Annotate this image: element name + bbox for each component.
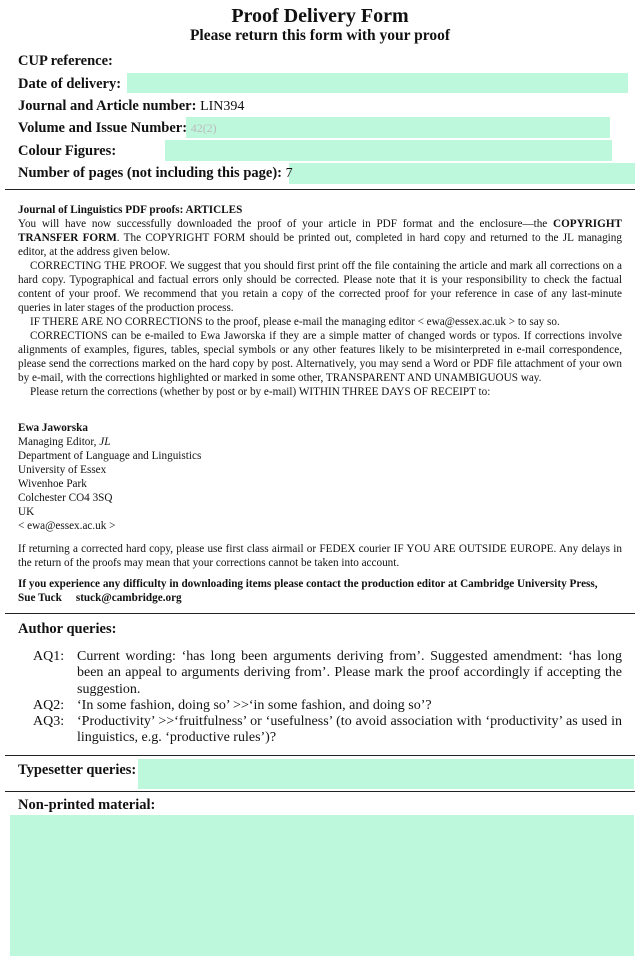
instructions-p3: IF THERE ARE NO CORRECTIONS to the proof, please e-mail the managing editor < ewa@essex.ac.uk > to say so. (30, 316, 560, 328)
volume-issue-label (18, 120, 217, 137)
non-printed-material-field[interactable] (10, 815, 634, 956)
difficulty-contact-name: Sue Tuck (18, 592, 62, 604)
instructions-block (18, 203, 622, 399)
number-of-pages-field[interactable] (289, 163, 635, 184)
instructions-p4: CORRECTIONS can be e-mailed to Ewa Jaworska if they are a simple matter of changed words or typos. If corrections involve alignments of examples, figures, tables, special symbols or any other features likely to be misinterpreted in e-mail correspondence, please send the corrections marked on the hard copy by post. Alternatively, you may send a Word or PDF file attachment of your own by e-mail, with the corrections highlighted or marked in some other, TRANSPARENT AND UNAMBIGUOUS way. (18, 330, 622, 384)
date-of-delivery-label: Date of delivery: (18, 76, 122, 92)
cup-reference-label: CUP reference: (18, 53, 113, 69)
author-query-id: AQ3: (33, 714, 65, 730)
p1-text-a: You will have now successfully downloaded the proof of your article in PDF format and the enclosure—the (18, 218, 553, 230)
date-of-delivery-field[interactable] (127, 73, 628, 93)
volume-issue-label-text: Volume and Issue Number: (18, 120, 188, 136)
difficulty-contact-email[interactable]: stuck@cambridge.org (75, 592, 182, 604)
author-query-item (33, 714, 622, 747)
volume-issue-value: 42(2) (190, 121, 217, 135)
address-line-4: Colchester CO4 3SQ (18, 492, 113, 504)
volume-issue-field[interactable] (186, 117, 610, 138)
p1-text-c: . The COPYRIGHT FORM should be printed out, completed in hard copy and returned to the JL managing editor, at the address given below. (18, 232, 622, 258)
author-query-id: AQ2: (33, 697, 65, 713)
address-name: Ewa Jaworska (18, 422, 88, 434)
colour-figures-field[interactable] (165, 140, 612, 161)
number-of-pages-label (18, 165, 293, 182)
journal-article-label (18, 98, 244, 115)
divider-3 (5, 755, 635, 756)
author-query-id: AQ1: (33, 649, 65, 664)
address-line-2: University of Essex (18, 464, 107, 476)
address-line-3: Wivenhoe Park (18, 478, 87, 490)
author-query-text: Current wording: ‘has long been arguments deriving from’. Suggested amendment: ‘has long been an appeal to arguments deriving from’. Please mark the proof accordingly if accepting the suggestion. (77, 649, 622, 697)
instructions-p5: Please return the corrections (whether by post or by e-mail) WITHIN THREE DAYS OF RECEIPT to: (30, 386, 491, 398)
number-of-pages-value: 7 (285, 166, 293, 181)
divider-1 (5, 189, 635, 190)
number-of-pages-label-text: Number of pages (not including this page): (18, 165, 282, 181)
address-line-5: UK (18, 506, 35, 518)
author-query-text: ‘Productivity’ >>‘fruitfulness’ or ‘usefulness’ (to avoid association with ‘productivity’ as used in linguistics, e.g. ‘productive rules’)? (77, 714, 622, 746)
journal-article-label-text: Journal and Article number: (18, 98, 197, 114)
address-role-prefix: Managing Editor, (18, 436, 100, 448)
hard-copy-note: If returning a corrected hard copy, please use first class airmail or FEDEX courier IF YOU ARE OUTSIDE EUROPE. Any delays in the return of the proofs may mean that your corrections cannot be taken into account. (18, 543, 622, 569)
instructions-heading: Journal of Linguistics PDF proofs: ARTICLES (18, 204, 243, 216)
divider-2 (5, 613, 635, 614)
journal-article-value: LIN394 (200, 99, 245, 114)
non-printed-material-label: Non-printed material: (18, 797, 156, 813)
author-query-text: ‘In some fashion, doing so’ >>‘in some fashion, and doing so’? (77, 697, 432, 713)
difficulty-note (18, 577, 622, 605)
author-query-item (33, 649, 622, 698)
colour-figures-label: Colour Figures: (18, 143, 117, 159)
address-role (18, 435, 201, 449)
typesetter-queries-label: Typesetter queries: (18, 762, 137, 778)
difficulty-text: If you experience any difficulty in downloading items please contact the production editor at Cambridge University Press, (18, 578, 598, 590)
author-queries-heading: Author queries: (18, 621, 117, 637)
divider-4 (5, 791, 635, 792)
form-title: Proof Delivery Form (231, 5, 409, 27)
instructions-p1 (18, 217, 622, 259)
author-queries-list (33, 649, 622, 747)
typesetter-queries-field[interactable] (138, 759, 634, 789)
address-email[interactable]: < ewa@essex.ac.uk > (18, 520, 116, 532)
instructions-p2: CORRECTING THE PROOF. We suggest that you should first print off the file containing the article and mark all corrections on a hard copy. Typographical and factual errors only should be corrected. Please note that it is your responsibility to check the factual content of your proof. We recommend that you retain a copy of the corrected proof for your reference in case of any last-minute queries in later stages of the production process. (18, 260, 622, 314)
p1-text-bold: COPYRIGHT TRANSFER FORM (18, 218, 622, 244)
address-role-journal: JL (99, 436, 111, 448)
address-block (18, 421, 201, 533)
form-subtitle: Please return this form with your proof (189, 27, 451, 44)
author-query-item (33, 698, 622, 714)
address-line-1: Department of Language and Linguistics (18, 450, 202, 462)
